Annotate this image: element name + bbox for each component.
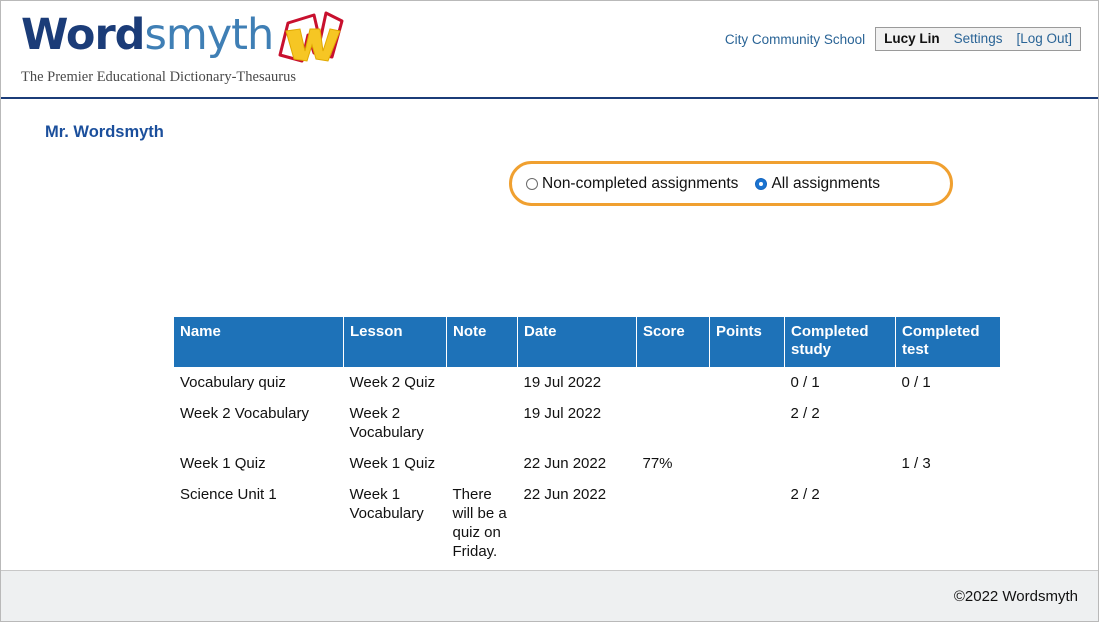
cell-completed-study: [785, 448, 896, 479]
assignment-filter-group: [509, 161, 953, 206]
cell-points: [710, 479, 785, 567]
table-row[interactable]: [174, 398, 1000, 448]
account-user-name: Lucy Lin: [884, 31, 940, 46]
logout-link[interactable]: [Log Out]: [1016, 31, 1072, 46]
page-title: Mr. Wordsmyth: [45, 123, 164, 141]
copyright-text: ©2022 Wordsmyth: [953, 587, 1078, 605]
cell-name: Vocabulary quiz: [180, 374, 286, 391]
cell-note: [447, 448, 518, 479]
cell-date: 19 Jul 2022: [523, 405, 602, 422]
logo-w-mark-icon: [274, 11, 346, 67]
column-header-completed-test[interactable]: Completed test: [896, 317, 1001, 367]
table-header-row: [174, 317, 1000, 367]
radio-non-completed-icon[interactable]: [526, 178, 538, 190]
assignments-table-body: [174, 367, 1000, 567]
cell-points: [710, 367, 785, 398]
cell-date: 22 Jun 2022: [523, 486, 607, 503]
cell-lesson: Week 1 Quiz: [349, 455, 436, 472]
cell-name: Science Unit 1: [180, 486, 277, 503]
assignments-table-head: [174, 317, 1000, 367]
logo-word-text: Word: [21, 10, 145, 60]
cell-lesson: Week 1 Vocabulary: [349, 486, 424, 522]
account-box: [875, 27, 1081, 51]
column-header-points[interactable]: Points: [710, 317, 785, 367]
assignments-table-wrapper: [174, 317, 1000, 567]
account-bar: [725, 27, 1081, 51]
cell-completed-study: 0 / 1: [790, 374, 820, 391]
cell-lesson: Week 2 Quiz: [349, 374, 436, 391]
logo-tagline: The Premier Educational Dictionary-Thesaurus: [21, 69, 296, 85]
cell-score: [637, 479, 710, 567]
cell-date: 19 Jul 2022: [523, 374, 602, 391]
cell-score: [637, 367, 710, 398]
cell-completed-test: 1 / 3: [901, 455, 931, 472]
column-header-score[interactable]: Score: [637, 317, 710, 367]
cell-note: [447, 367, 518, 398]
logo-wordmark: [21, 9, 441, 61]
settings-link[interactable]: Settings: [953, 31, 1003, 46]
cell-date: 22 Jun 2022: [523, 455, 607, 472]
column-header-date[interactable]: Date: [518, 317, 637, 367]
cell-completed-test: [896, 398, 1001, 448]
column-header-completed-study[interactable]: Completed study: [785, 317, 896, 367]
cell-lesson: Week 2 Vocabulary: [349, 405, 424, 441]
radio-option-non-completed[interactable]: [526, 175, 738, 193]
main-content: [1, 99, 1098, 569]
cell-name: Week 1 Quiz: [180, 455, 266, 472]
radio-option-all[interactable]: [755, 175, 880, 193]
cell-note: There will be a quiz on Friday.: [452, 486, 507, 560]
column-header-note[interactable]: Note: [447, 317, 518, 367]
cell-completed-test: [896, 479, 1001, 567]
cell-points: [710, 398, 785, 448]
table-row[interactable]: [174, 448, 1000, 479]
cell-points: [710, 448, 785, 479]
cell-note: [447, 398, 518, 448]
radio-non-completed-label: Non-completed assignments: [542, 174, 739, 192]
table-row[interactable]: [174, 479, 1000, 567]
table-row[interactable]: [174, 367, 1000, 398]
logo-smyth-text: smyth: [144, 10, 274, 60]
radio-all-label: All assignments: [771, 174, 880, 192]
school-name-link[interactable]: City Community School: [724, 31, 866, 47]
cell-completed-study: 2 / 2: [790, 405, 820, 422]
site-footer: [1, 570, 1098, 621]
site-logo[interactable]: [21, 9, 441, 86]
cell-completed-study: 2 / 2: [790, 486, 820, 503]
cell-name: Week 2 Vocabulary: [180, 405, 309, 422]
column-header-name[interactable]: Name: [174, 317, 344, 367]
cell-completed-test: 0 / 1: [901, 374, 931, 391]
cell-score: 77%: [642, 455, 673, 472]
site-header: [1, 1, 1098, 99]
assignments-table: [174, 317, 1000, 567]
radio-all-icon[interactable]: [755, 178, 767, 190]
column-header-lesson[interactable]: Lesson: [344, 317, 447, 367]
cell-score: [637, 398, 710, 448]
